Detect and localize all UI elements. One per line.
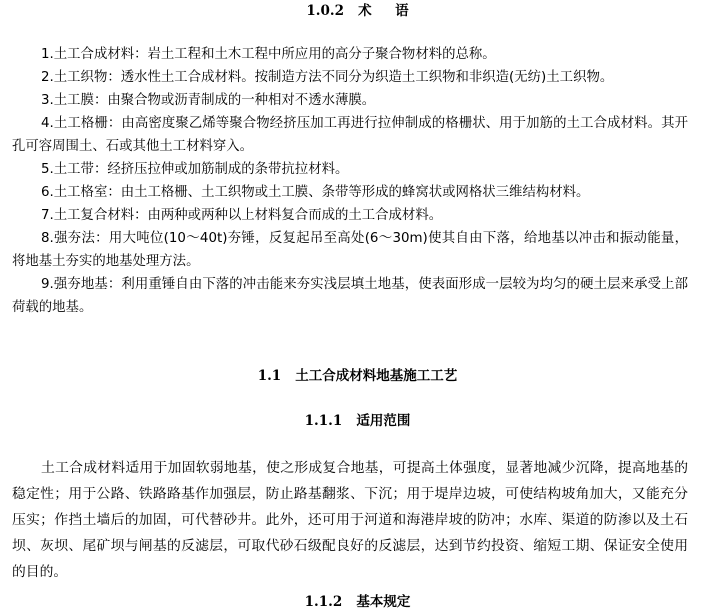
next-heading-clip (0, 590, 715, 610)
terms-heading: 1.0.2 术 语 (306, 3, 409, 19)
term-item-7: 7.土工复合材料：由两种或两种以上材料复合而成的土工合成材料。 (41, 208, 443, 223)
next-heading: 1.1.2 基本规定 (304, 594, 411, 610)
term-item-6: 6.土工格室：由土工格栅、土工织物或土工膜、条带等形成的蜂窝状或网格状三维结构材料。 (41, 185, 590, 200)
scope-heading: 1.1.1 适用范围 (304, 413, 411, 429)
term-item-1: 1.土工合成材料：岩土工程和土木工程中所应用的高分子聚合物材料的总称。 (41, 47, 496, 62)
term-item-2: 2.土工织物：透水性土工合成材料。按制造方法不同分为织造土工织物和非织造(无纺)土工织物。 (41, 70, 614, 85)
term-item-9: 9.强夯地基：利用重锤自由下落的冲击能来夯实浅层填土地基，使表面形成一层较为均匀的硬土层来承受上部荷载的地基。 (12, 277, 688, 315)
term-item-8: 8.强夯法：用大吨位(10～40t)夯锤，反复起吊至高处(6～30m)使其自由下落，给地基以冲击和振动能量，将地基土夯实的地基处理方法。 (12, 231, 688, 269)
scope-paragraph: 土工合成材料适用于加固软弱地基，使之形成复合地基，可提高土体强度，显著地减少沉降，提高地基的稳定性；用于公路、铁路路基作加强层，防止路基翻浆、下沉；用于堤岸边坡，可使结构坡角加大，又能充分压实；作挡土墙后的加固，可代替砂井。此外，还可用于河道和海港岸坡的防冲；水库、渠道的防渗以及土石坝、灰坝、尾矿坝与闸基的反滤层，可取代砂石级配良好的反滤层，达到节约投资、缩短工期、保证安全使用的目的。 (12, 460, 688, 580)
term-item-4: 4.土工格栅：由高密度聚乙烯等聚合物经挤压加工再进行拉伸制成的格栅状、用于加筋的土工合成材料。其开孔可容周围土、石或其他土工材料穿入。 (12, 116, 688, 154)
section-heading: 1.1 土工合成材料地基施工工艺 (257, 368, 458, 384)
term-item-5: 5.土工带：经挤压拉伸或加筋制成的条带抗拉材料。 (41, 162, 349, 177)
term-item-3: 3.土工膜：由聚合物或沥青制成的一种相对不透水薄膜。 (41, 93, 376, 108)
